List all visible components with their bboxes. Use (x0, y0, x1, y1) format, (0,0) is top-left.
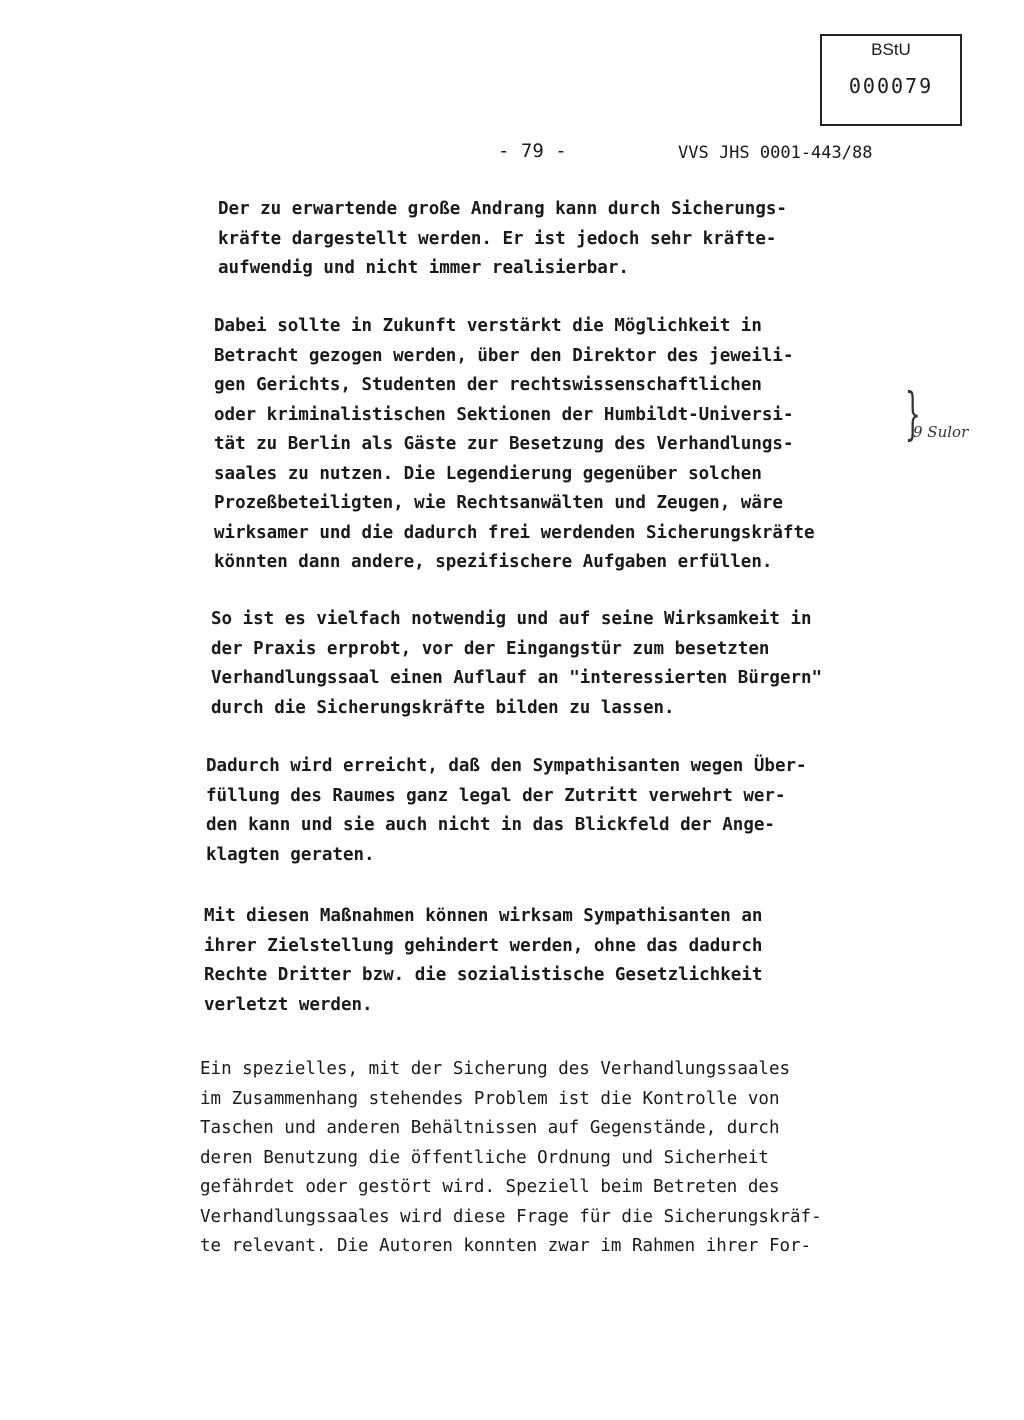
text-line: kräfte dargestellt werden. Er ist jedoch sehr kräfte- (218, 228, 777, 249)
paragraph-4 (206, 752, 807, 870)
text-line: Rechte Dritter bzw. die sozialistische Gesetzlichkeit (204, 965, 763, 985)
paragraph-2 (214, 312, 815, 578)
text-line: te relevant. Die Autoren konnten zwar im Rahmen ihrer For- (200, 1236, 812, 1256)
text-line: gefährdet oder gestört wird. Speziell beim Betreten des (200, 1177, 780, 1197)
text-line: deren Benutzung die öffentliche Ordnung und Sicherheit (200, 1147, 769, 1168)
text-line: aufwendig und nicht immer realisierbar. (218, 258, 629, 278)
text-line: Verhandlungssaales wird diese Frage für die Sicherungskräf- (200, 1206, 822, 1227)
text-line: Dadurch wird erreicht, daß den Sympathisanten wegen Über- (206, 756, 807, 776)
text-line: ihrer Zielstellung gehindert werden, ohne das dadurch (204, 935, 763, 956)
margin-brace: } (904, 382, 921, 447)
paragraph-6 (200, 1055, 822, 1262)
stamp-number: 000079 (848, 74, 934, 98)
text-line: den kann und sie auch nicht in das Blickfeld der Ange- (206, 815, 775, 835)
text-line: der Praxis erprobt, vor der Eingangstür zum besetzten (211, 638, 770, 659)
text-line: klagten geraten. (206, 844, 375, 865)
text-line: Betracht gezogen werden, über den Direktor des jeweili- (214, 345, 794, 366)
text-line: im Zusammenhang stehendes Problem ist die Kontrolle von (200, 1088, 780, 1109)
text-line: Mit diesen Maßnahmen können wirksam Sympathisanten an (204, 906, 763, 926)
text-line: Prozeßbeteiligten, wie Rechtsanwälten und Zeugen, wäre (214, 493, 783, 513)
archive-stamp (820, 34, 962, 126)
margin-handwritten-note: 9 Sulor (913, 423, 969, 441)
text-line: saales zu nutzen. Die Legendierung gegenüber solchen (214, 463, 762, 484)
text-line: füllung des Raumes ganz legal der Zutritt verwehrt wer- (206, 785, 786, 806)
text-line: wirksamer und die dadurch frei werdenden Sicherungskräfte (214, 522, 815, 543)
text-line: verletzt werden. (204, 994, 373, 1015)
text-line: durch die Sicherungskräfte bilden zu lassen. (211, 697, 675, 718)
paragraph-1 (218, 195, 787, 284)
text-line: Ein spezielles, mit der Sicherung des Verhandlungssaales (200, 1059, 791, 1079)
paragraph-5 (204, 902, 762, 1020)
text-line: Taschen und anderen Behältnissen auf Gegenstände, durch (200, 1118, 780, 1138)
page-number: - 79 - (498, 140, 567, 162)
text-line: Verhandlungssaal einen Auflauf an "interessierten Bürgern" (211, 668, 823, 688)
text-line: könnten dann andere, spezifischere Aufgaben erfüllen. (214, 552, 773, 572)
text-line: gen Gerichts, Studenten der rechtswissenschaftlichen (214, 375, 762, 395)
text-line: oder kriminalistischen Sektionen der Humbildt-Universi- (214, 404, 794, 425)
text-line: Der zu erwartende große Andrang kann durch Sicherungs- (218, 199, 787, 219)
stamp-org: BStU (871, 40, 911, 59)
text-line: tät zu Berlin als Gäste zur Besetzung des Verhandlungs- (214, 434, 794, 454)
text-line: So ist es vielfach notwendig und auf seine Wirksamkeit in (211, 609, 812, 629)
text-line: Dabei sollte in Zukunft verstärkt die Möglichkeit in (214, 316, 762, 336)
paragraph-3 (211, 605, 822, 723)
document-reference: VVS JHS 0001-443/88 (678, 143, 873, 163)
